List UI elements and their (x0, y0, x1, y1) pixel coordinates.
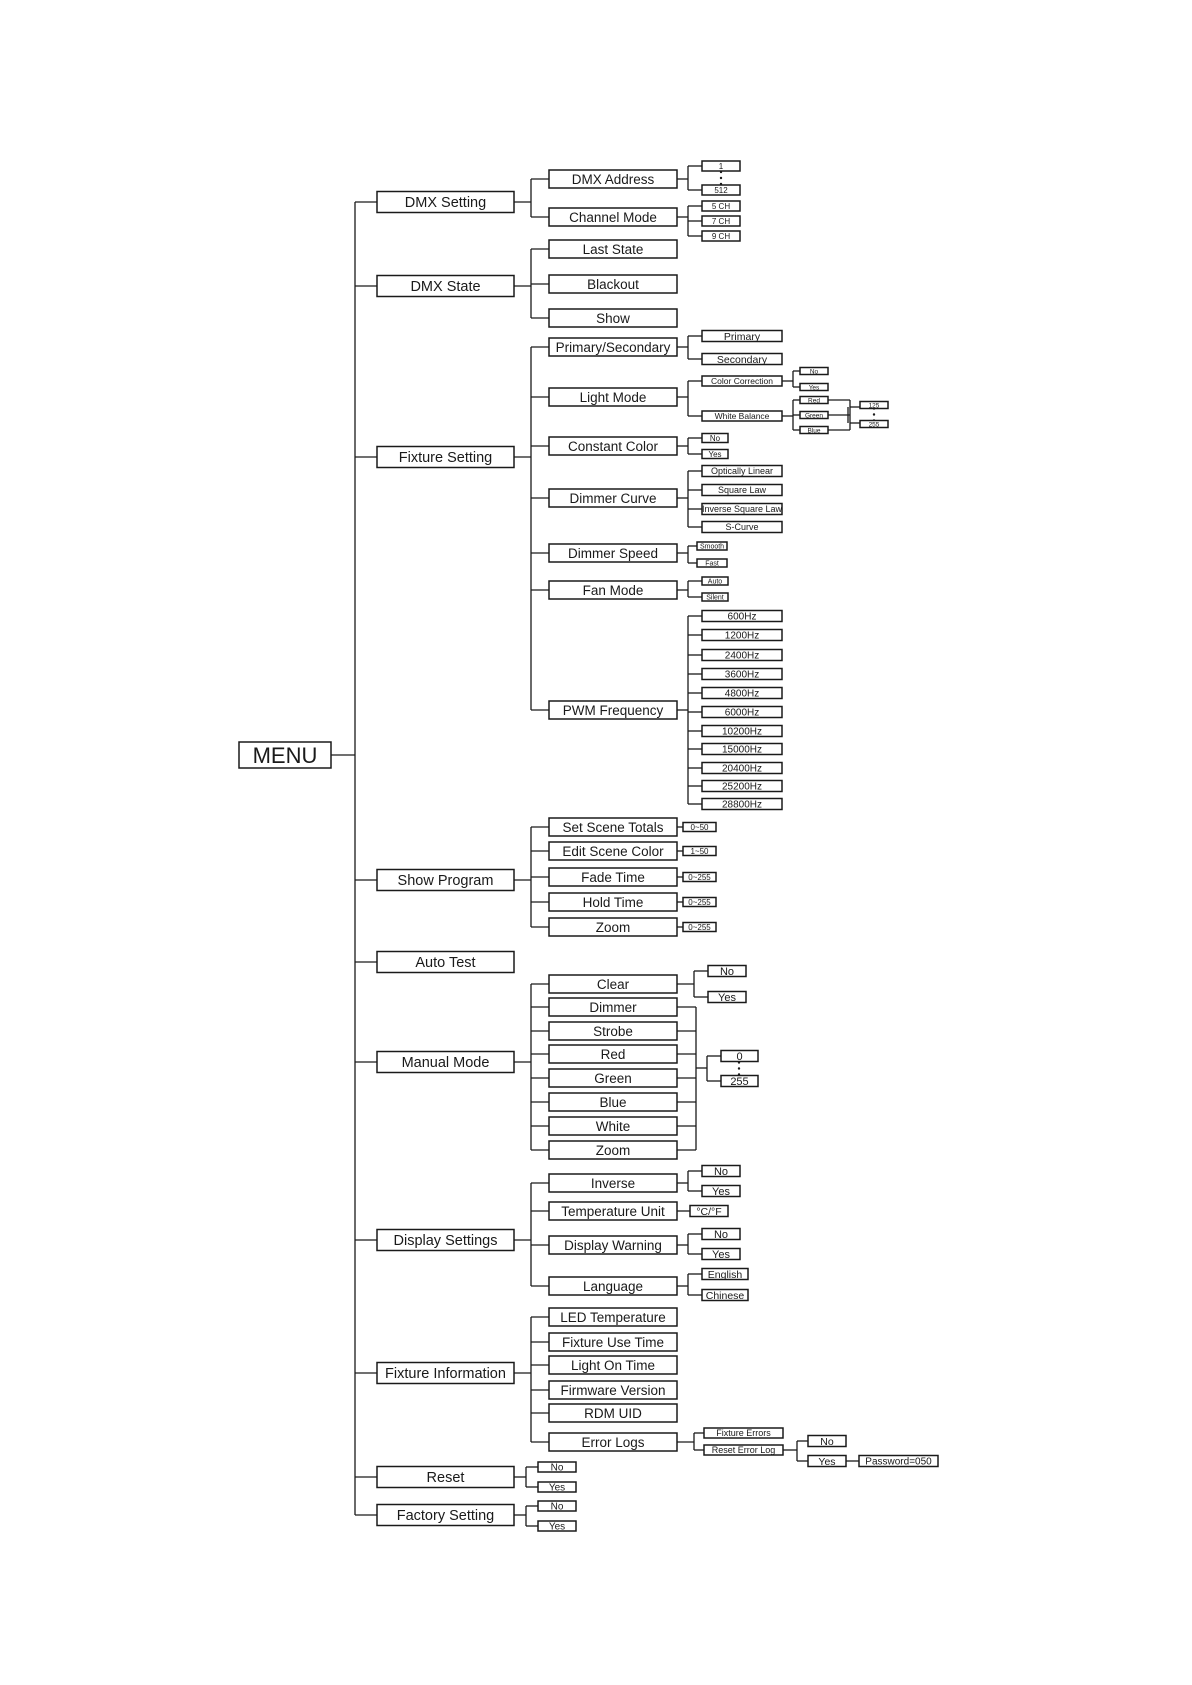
submenu-hold-time (549, 893, 677, 911)
submenu-clear (549, 975, 677, 993)
node-label: Clear (596, 976, 630, 992)
option-10200hz (702, 726, 782, 738)
node-label: Edit Scene Color (562, 843, 664, 859)
node-label: 2400Hz (724, 650, 760, 662)
submenu-channel-mode (549, 208, 677, 226)
node-label: No (719, 965, 735, 978)
node-label: No (713, 1165, 729, 1178)
value-range-0-255 (683, 898, 716, 907)
range-min-125 (860, 402, 888, 410)
main-menu-manual-mode (377, 1052, 514, 1073)
node-label: Yes (718, 991, 736, 1004)
option-red (800, 397, 828, 405)
node-label: Last State (582, 241, 644, 257)
option-secondary (702, 354, 782, 366)
node-label: Green (594, 1070, 632, 1086)
node-label: Yes (712, 1185, 730, 1198)
node-label: Fast (705, 560, 719, 568)
node-label: No (820, 1435, 834, 1448)
root-menu (239, 742, 331, 768)
node-label: Optically Linear (710, 466, 774, 477)
node-label: Green (804, 412, 824, 420)
node-label: White Balance (714, 411, 770, 422)
range-ellipsis (738, 1067, 740, 1069)
submenu-set-scene-totals (549, 818, 677, 836)
option-4800hz (702, 688, 782, 700)
node-label: Fixture Use Time (561, 1334, 665, 1350)
range-max-512 (702, 185, 740, 195)
node-label: Silent (706, 594, 724, 602)
node-label: 1~50 (690, 846, 709, 856)
option-smooth (697, 542, 727, 551)
option-inverse-square-law (702, 504, 783, 515)
node-label: Auto Test (415, 955, 476, 972)
node-label: Password=050 (865, 1456, 932, 1468)
submenu-rdm-uid (549, 1404, 677, 1422)
option-7-ch (702, 216, 740, 226)
node-label: Factory Setting (396, 1508, 495, 1525)
node-label: Error Logs (581, 1434, 645, 1450)
value-c-f (690, 1206, 728, 1218)
option-2400hz (702, 650, 782, 662)
submenu-firmware-version (549, 1381, 677, 1399)
node-label: Yes (548, 1521, 566, 1533)
node-label: 10200Hz (721, 726, 763, 738)
node-label: 0~255 (688, 897, 711, 907)
node-label: Channel Mode (569, 209, 657, 225)
range-max-255 (721, 1076, 758, 1088)
submenu-error-logs (549, 1433, 677, 1451)
submenu-light-on-time (549, 1356, 677, 1374)
node-label: Fan Mode (582, 582, 644, 598)
submenu-inverse (549, 1174, 677, 1192)
password-password-050 (859, 1456, 938, 1468)
menu-nodes (239, 161, 938, 1533)
node-label: Temperature Unit (561, 1203, 665, 1219)
submenu-led-temperature (549, 1308, 677, 1326)
option-yes (800, 384, 828, 392)
node-label: No (713, 1228, 729, 1241)
node-label: Fixture Information (385, 1366, 506, 1383)
option-english (702, 1269, 748, 1281)
range-min-0 (721, 1051, 758, 1063)
submenu-light-mode (549, 388, 677, 406)
main-menu-dmx-state (377, 276, 514, 297)
node-label: Blue (599, 1094, 627, 1110)
submenu-primary-secondary (549, 338, 677, 356)
main-menu-reset (377, 1467, 514, 1488)
node-label: 9 CH (711, 231, 731, 241)
submenu-fixture-errors (704, 1428, 783, 1438)
option-auto (702, 577, 728, 586)
node-label: 0 (736, 1050, 743, 1063)
range-max-255 (860, 421, 888, 429)
node-label: Yes (808, 384, 820, 392)
node-label: DMX Setting (404, 195, 487, 212)
submenu-white (549, 1117, 677, 1135)
node-label: 20400Hz (721, 763, 763, 775)
node-label: 25200Hz (721, 781, 763, 793)
node-label: 6000Hz (724, 707, 760, 719)
node-label: Firmware Version (560, 1382, 666, 1398)
main-menu-display-settings (377, 1230, 514, 1251)
node-label: Manual Mode (401, 1055, 490, 1072)
option-yes (702, 1249, 740, 1261)
submenu-temperature-unit (549, 1202, 677, 1220)
node-label: 0~255 (688, 872, 711, 882)
option-3600hz (702, 669, 782, 681)
node-label: Secondary (716, 353, 768, 366)
option-600hz (702, 611, 782, 623)
node-label: Blackout (587, 276, 639, 292)
main-menu-fixture-setting (377, 447, 514, 468)
node-label: Constant Color (567, 438, 659, 454)
submenu-dmx-address (549, 170, 677, 188)
node-label: 600Hz (727, 611, 757, 623)
node-label: 15000Hz (721, 744, 763, 756)
main-menu-dmx-setting (377, 192, 514, 213)
option-1200hz (702, 630, 782, 642)
submenu-zoom (549, 1141, 677, 1159)
option-28800hz (702, 799, 782, 811)
option-green (800, 412, 828, 420)
option-blue (800, 427, 828, 435)
node-label: Smooth (699, 543, 725, 551)
node-label: DMX State (410, 279, 481, 296)
node-label: LED Temperature (560, 1309, 666, 1325)
node-label: Inverse Square Law (701, 504, 783, 515)
node-label: Color Correction (711, 376, 773, 387)
value-range-1-50 (683, 847, 716, 856)
node-label: Chinese (705, 1289, 745, 1302)
node-label: 0~50 (690, 822, 709, 832)
node-label: No (550, 1501, 564, 1513)
node-label: Primary (723, 330, 761, 343)
node-label: Zoom (595, 1142, 631, 1158)
node-label: Yes (818, 1455, 836, 1468)
option-no (708, 966, 746, 978)
submenu-fade-time (549, 868, 677, 886)
node-label: 7 CH (711, 216, 731, 226)
option-yes (708, 992, 746, 1004)
node-label: Language (582, 1278, 644, 1294)
submenu-green (549, 1069, 677, 1087)
node-label: Fade Time (581, 869, 645, 885)
option-yes (538, 1521, 576, 1533)
node-label: No (809, 368, 819, 376)
node-label: Show (596, 310, 630, 326)
value-range-0-50 (683, 823, 716, 832)
option-optically-linear (702, 466, 782, 477)
node-label: Display Warning (564, 1237, 662, 1253)
submenu-dimmer-curve (549, 489, 677, 507)
submenu-language (549, 1277, 677, 1295)
node-label: 1 (718, 161, 724, 171)
node-label: Inverse (590, 1175, 636, 1191)
node-label: Strobe (593, 1023, 633, 1039)
node-label: No (550, 1462, 564, 1474)
node-label: Dimmer Curve (569, 490, 657, 506)
submenu-white-balance (702, 411, 782, 421)
option-yes (702, 1186, 740, 1198)
node-label: No (709, 433, 721, 443)
node-label: 255 (730, 1075, 749, 1088)
option-yes (702, 450, 728, 459)
option-yes (808, 1456, 846, 1468)
submenu-display-warning (549, 1236, 677, 1254)
submenu-constant-color (549, 437, 677, 455)
node-label: RDM UID (584, 1405, 642, 1421)
option-no (702, 1229, 740, 1241)
range-min-1 (702, 161, 740, 171)
option-chinese (702, 1290, 748, 1302)
main-menu-fixture-information (377, 1363, 514, 1384)
node-label: Display Settings (393, 1233, 498, 1250)
node-label: English (707, 1268, 743, 1281)
submenu-red (549, 1045, 677, 1063)
option-no (538, 1462, 576, 1474)
option-20400hz (702, 763, 782, 775)
value-range-0-255 (683, 923, 716, 932)
node-label: White (595, 1118, 631, 1134)
node-label: Zoom (595, 919, 631, 935)
submenu-edit-scene-color (549, 842, 677, 860)
node-label: °C/°F (696, 1205, 722, 1218)
node-label: Hold Time (582, 894, 644, 910)
value-range-0-255 (683, 873, 716, 882)
submenu-dimmer (549, 998, 677, 1016)
node-label: Red (808, 397, 820, 405)
node-label: 125 (868, 402, 880, 410)
submenu-pwm-frequency (549, 701, 677, 719)
submenu-blue (549, 1093, 677, 1111)
main-menu-show-program (377, 870, 514, 891)
option-no (808, 1436, 846, 1448)
node-label: Light Mode (579, 389, 647, 405)
range-ellipsis (720, 177, 722, 179)
node-label: Dimmer (589, 999, 637, 1015)
submenu-zoom (549, 918, 677, 936)
node-label: Yes (548, 1482, 566, 1494)
submenu-color-correction (702, 376, 782, 386)
submenu-blackout (549, 275, 677, 293)
submenu-reset-error-log (704, 1445, 783, 1455)
node-label: Blue (807, 427, 821, 435)
node-label: PWM Frequency (562, 702, 664, 718)
node-label: DMX Address (571, 171, 655, 187)
node-label: S-Curve (725, 522, 759, 533)
node-label: 0~255 (688, 922, 711, 932)
option-25200hz (702, 781, 782, 793)
option-9-ch (702, 231, 740, 241)
node-label: 4800Hz (724, 688, 760, 700)
option-6000hz (702, 707, 782, 719)
option-square-law (702, 485, 782, 496)
range-ellipsis (873, 413, 875, 415)
option-s-curve (702, 522, 782, 533)
option-yes (538, 1482, 576, 1494)
node-label: 28800Hz (721, 799, 763, 811)
node-label: Fixture Setting (398, 450, 493, 467)
node-label: Yes (712, 1248, 730, 1261)
node-label: 255 (868, 421, 880, 429)
node-label: Dimmer Speed (567, 545, 659, 561)
submenu-last-state (549, 240, 677, 258)
node-label: Yes (708, 449, 722, 459)
option-no (538, 1501, 576, 1513)
node-label: Primary/Secondary (555, 339, 671, 355)
node-label: Reset Error Log (711, 1445, 776, 1456)
node-label: 1200Hz (724, 630, 760, 642)
submenu-show (549, 309, 677, 327)
node-label: Fixture Errors (716, 1428, 771, 1439)
node-label: Show Program (397, 873, 494, 890)
submenu-fan-mode (549, 581, 677, 599)
node-label: Set Scene Totals (562, 819, 664, 835)
node-label: 3600Hz (724, 669, 760, 681)
node-label: Square Law (717, 485, 767, 496)
main-menu-auto-test (377, 952, 514, 973)
node-label: Reset (426, 1470, 465, 1487)
main-menu-factory-setting (377, 1505, 514, 1526)
option-fast (697, 559, 727, 568)
option-no (702, 1166, 740, 1178)
option-silent (702, 593, 728, 602)
option-5-ch (702, 201, 740, 211)
option-no (800, 368, 828, 376)
node-label: 512 (714, 185, 728, 195)
node-label: MENU (252, 742, 318, 768)
submenu-fixture-use-time (549, 1333, 677, 1351)
node-label: 5 CH (711, 201, 731, 211)
option-no (702, 434, 728, 443)
option-15000hz (702, 744, 782, 756)
node-label: Red (600, 1046, 626, 1062)
option-primary (702, 331, 782, 343)
node-label: Light On Time (570, 1357, 656, 1373)
submenu-strobe (549, 1022, 677, 1040)
node-label: Auto (707, 578, 723, 586)
submenu-dimmer-speed (549, 544, 677, 562)
